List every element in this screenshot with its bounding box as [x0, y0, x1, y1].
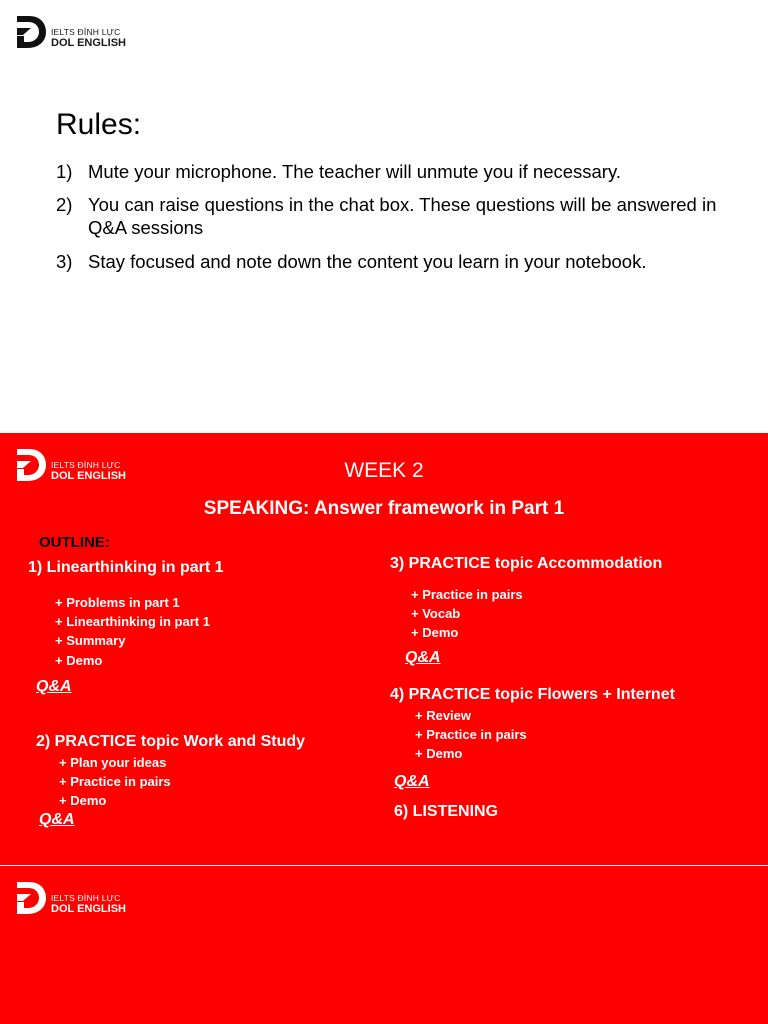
rule-number: 2): [56, 194, 73, 215]
section-item: + Vocab: [411, 606, 461, 621]
section-item: + Demo: [415, 746, 463, 761]
rule-text: You can raise questions in the chat box. These questions will be answered in Q&A sessions: [88, 194, 717, 238]
section-item: + Practice in pairs: [415, 727, 527, 742]
dol-logo: [15, 880, 135, 920]
rules-title: Rules:: [56, 108, 142, 141]
section-item: + Problems in part 1: [55, 595, 180, 610]
outline-slide: [0, 433, 768, 865]
section-heading: 6) LISTENING: [394, 803, 499, 820]
brand-line-2: DOL ENGLISH: [51, 37, 126, 49]
week-title: WEEK 2: [344, 459, 424, 482]
brand-line-2: DOL ENGLISH: [51, 903, 126, 915]
brand-line-1: IELTS ĐÌNH LỰC: [51, 460, 121, 470]
section-item: + Demo: [55, 653, 103, 668]
rule-number: 1): [56, 161, 73, 182]
qa-label: Q&A: [394, 773, 430, 790]
section-item: + Practice in pairs: [59, 774, 171, 789]
section-item: + Review: [415, 708, 472, 723]
section-heading: 3) PRACTICE topic Accommodation: [390, 555, 663, 572]
section-heading: 1) Linearthinking in part 1: [28, 559, 224, 576]
dol-logo-icon: [15, 880, 47, 916]
next-slide: [0, 866, 768, 1024]
section-item: + Linearthinking in part 1: [55, 614, 210, 629]
qa-label: Q&A: [39, 811, 75, 828]
section-item: + Practice in pairs: [411, 587, 523, 602]
brand-line-1: IELTS ĐÌNH LỰC: [51, 893, 121, 903]
section-item: + Demo: [411, 625, 459, 640]
section-heading: 2) PRACTICE topic Work and Study: [36, 733, 306, 750]
dol-logo: [15, 14, 135, 54]
dol-logo-icon: [15, 14, 47, 50]
rules-slide: [0, 0, 768, 432]
section-item: + Summary: [55, 633, 126, 648]
brand-line-2: DOL ENGLISH: [51, 470, 126, 482]
section-item: + Plan your ideas: [59, 755, 167, 770]
slide-subtitle: SPEAKING: Answer framework in Part 1: [203, 498, 565, 519]
qa-label: Q&A: [405, 649, 441, 666]
rule-text: Stay focused and note down the content you learn in your notebook.: [88, 251, 647, 272]
section-item: + Demo: [59, 793, 107, 808]
qa-label: Q&A: [36, 678, 72, 695]
rule-text: Mute your microphone. The teacher will unmute you if necessary.: [88, 161, 621, 182]
rule-number: 3): [56, 251, 73, 272]
brand-line-1: IELTS ĐÌNH LỰC: [51, 27, 121, 37]
outline-label: OUTLINE:: [39, 534, 110, 551]
section-heading: 4) PRACTICE topic Flowers + Internet: [390, 686, 675, 703]
